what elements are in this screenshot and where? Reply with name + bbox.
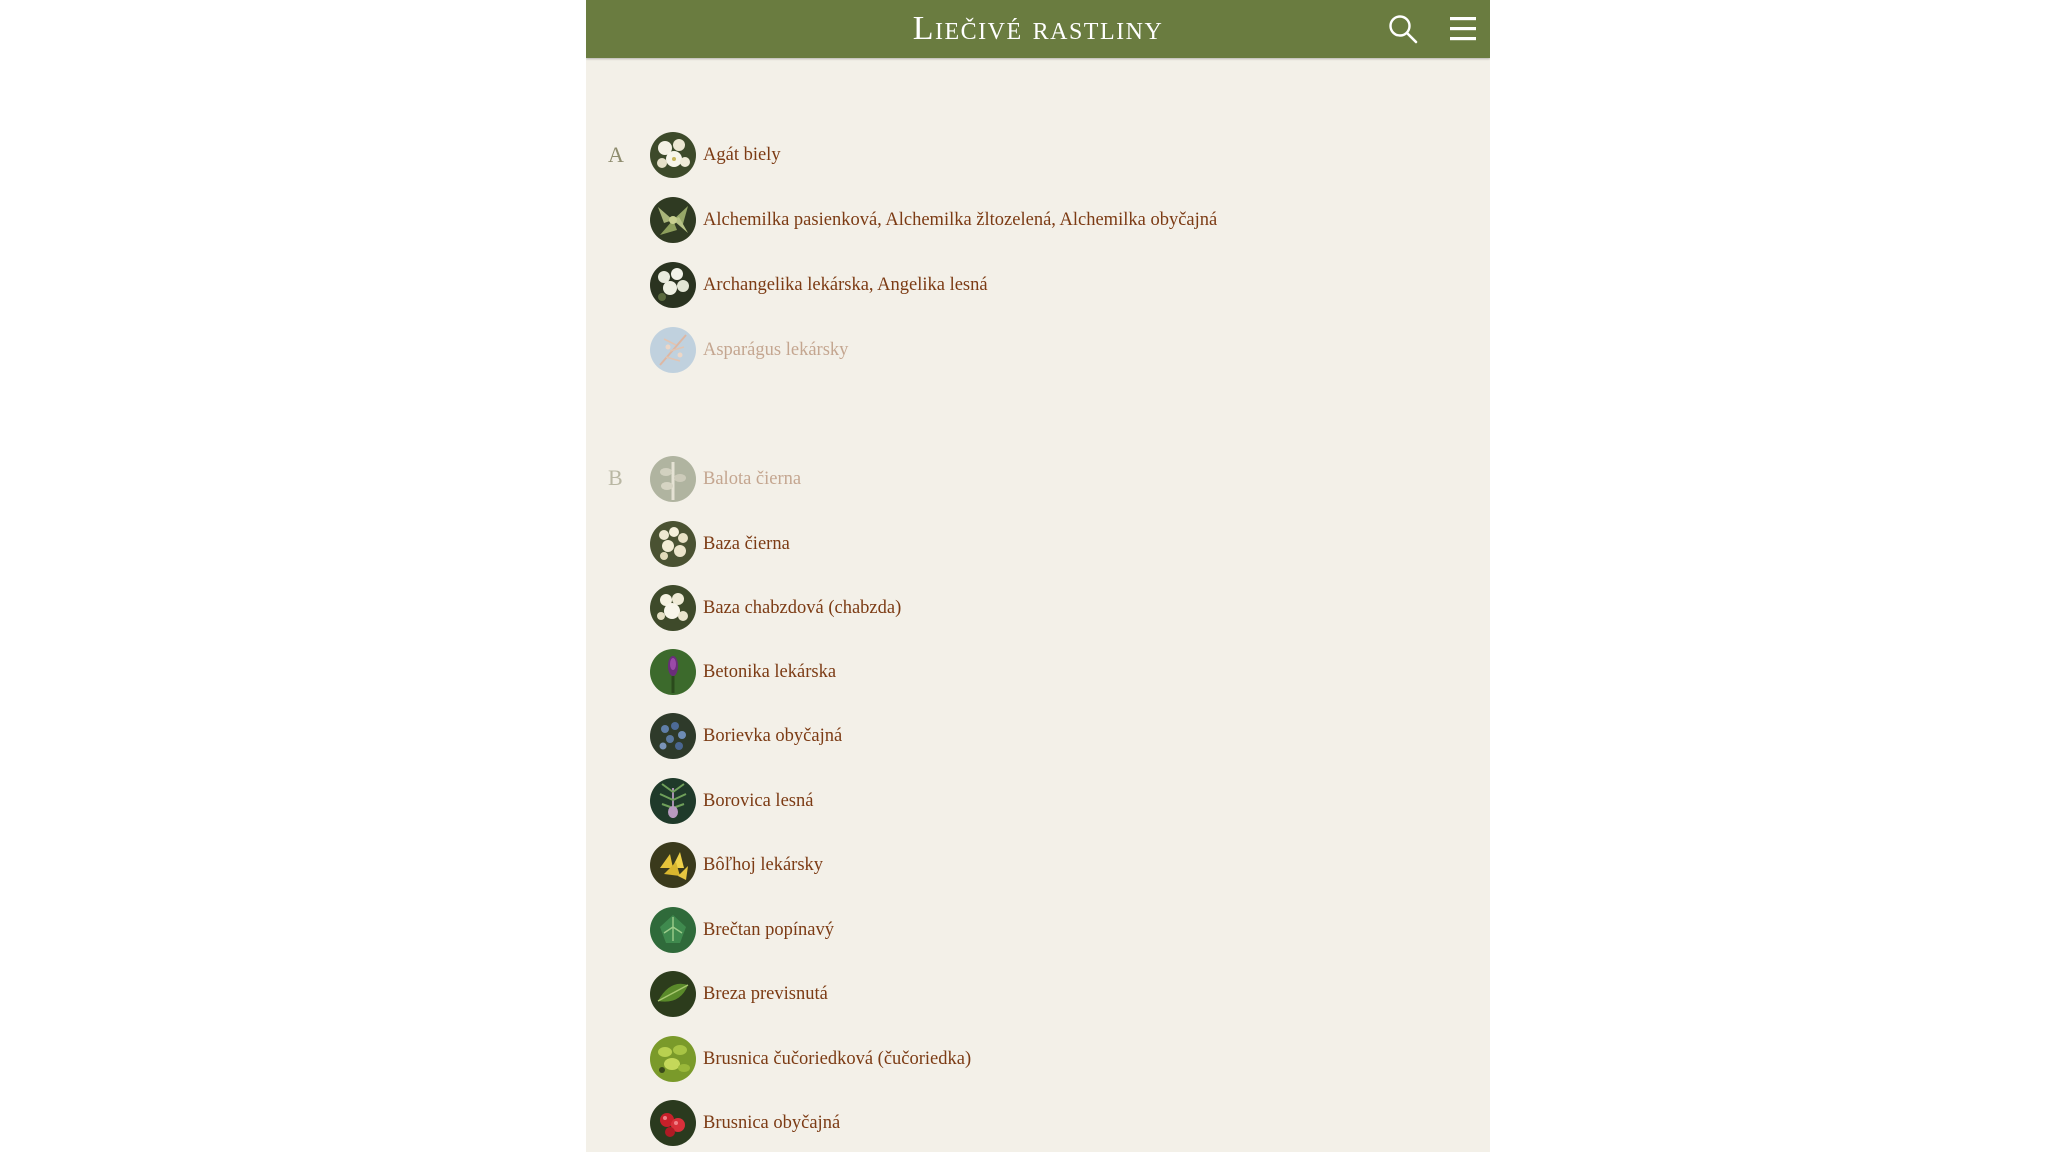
item-label: Baza chabzdová (chabzda) — [703, 597, 902, 618]
list-item[interactable] — [650, 1099, 840, 1147]
list-item[interactable] — [650, 777, 813, 825]
item-label: Baza čierna — [703, 533, 790, 554]
plant-thumbnail — [650, 197, 696, 243]
plant-thumbnail — [650, 327, 696, 373]
plant-thumbnail — [650, 713, 696, 759]
item-label: Balota čierna — [703, 468, 802, 489]
hamburger-menu-icon[interactable] — [1448, 14, 1478, 44]
item-label: Brečtan popínavý — [703, 919, 834, 940]
list-item[interactable] — [650, 841, 823, 889]
item-label: Borovica lesná — [703, 790, 814, 811]
plant-thumbnail — [650, 649, 696, 695]
plant-thumbnail — [650, 778, 696, 824]
list-item[interactable] — [650, 196, 1217, 244]
plant-thumbnail — [650, 971, 696, 1017]
plant-thumbnail — [650, 1100, 696, 1146]
list-item[interactable] — [650, 261, 988, 309]
list-item[interactable] — [650, 712, 842, 760]
item-label: Brusnica čučoriedková (čučoriedka) — [703, 1048, 972, 1069]
item-label: Borievka obyčajná — [703, 725, 843, 746]
search-icon[interactable] — [1386, 12, 1420, 46]
plant-thumbnail — [650, 262, 696, 308]
list-item[interactable] — [650, 970, 828, 1018]
site-title[interactable]: Liečivé rastliny — [912, 10, 1164, 47]
section-letter-b: B — [608, 465, 623, 490]
plant-thumbnail — [650, 907, 696, 953]
item-label: Bôľhoj lekársky — [703, 854, 824, 875]
list-item[interactable] — [650, 455, 801, 503]
section-letter-a: A — [608, 142, 624, 167]
item-label: Agát biely — [703, 144, 781, 165]
list-item[interactable] — [650, 584, 901, 632]
plant-thumbnail — [650, 132, 696, 178]
page-content — [586, 0, 1490, 1152]
plant-thumbnail — [650, 1036, 696, 1082]
list-item[interactable] — [650, 520, 790, 568]
list-item[interactable] — [650, 131, 781, 179]
plant-thumbnail — [650, 456, 696, 502]
list-item[interactable] — [650, 1035, 971, 1083]
site-header — [586, 0, 1490, 58]
item-label: Alchemilka pasienková, Alchemilka žltozelená, Alchemilka obyčajná — [703, 209, 1218, 230]
item-label: Brusnica obyčajná — [703, 1112, 841, 1133]
plant-thumbnail — [650, 842, 696, 888]
list-item[interactable] — [650, 648, 836, 696]
list-item[interactable] — [650, 906, 834, 954]
item-label: Breza previsnutá — [703, 983, 828, 1004]
item-label: Asparágus lekársky — [703, 339, 849, 360]
plant-thumbnail — [650, 585, 696, 631]
list-item[interactable] — [650, 326, 848, 374]
item-label: Archangelika lekárska, Angelika lesná — [703, 274, 988, 295]
plant-thumbnail — [650, 521, 696, 567]
item-label: Betonika lekárska — [703, 661, 837, 682]
